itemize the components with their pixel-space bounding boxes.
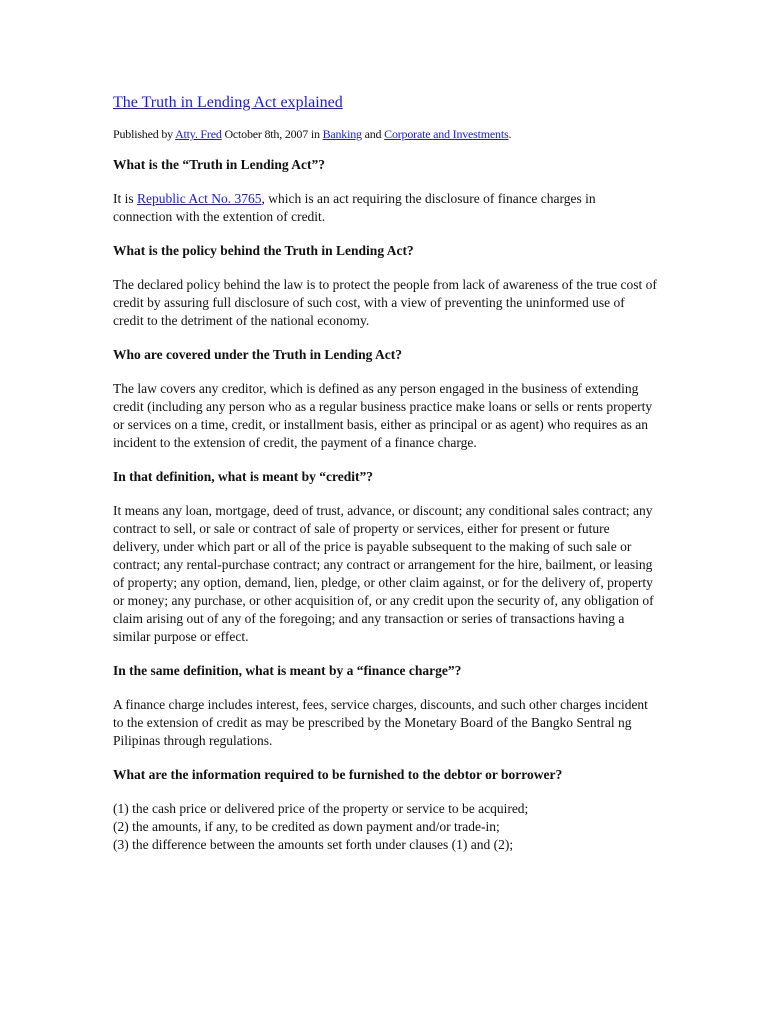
question-1: What is the “Truth in Lending Act”? <box>113 157 326 172</box>
question-5: In the same definition, what is meant by a “finance charge”? <box>113 663 462 678</box>
list-item: (1) the cash price or delivered price of the property or service to be acquired; <box>113 801 529 816</box>
question-6: What are the information required to be furnished to the debtor or borrower? <box>113 767 563 782</box>
list-item: (2) the amounts, if any, to be credited as down payment and/or trade-in; <box>113 819 500 834</box>
article-title-link[interactable]: The Truth in Lending Act explained <box>113 94 343 111</box>
answer-1-prefix: It is <box>113 191 138 206</box>
date-text: October 8th, 2007 in <box>221 127 323 141</box>
answer-1 <box>113 190 658 226</box>
answer-4: It means any loan, mortgage, deed of trust, advance, or discount; any conditional sales contract; any contract to sell, or sale or contract of sale of property or services, either for present or future delivery, under which part or all of the price is payable subsequent to the making of such sale or contract; any rental-purchase contract; any contract or arrangement for the hire, bailment, or leasing of property; any option, demand, lien, pledge, or other claim against, or for the delivery of, property or money; any purchase, or other acquisition of, or any credit upon the security of, any obligation of claim arising out of any of the foregoing; and any transaction or series of transactions having a similar purpose or effect. <box>113 503 654 644</box>
article-title[interactable] <box>113 92 658 114</box>
answer-6-list <box>113 800 658 854</box>
meta-end: . <box>508 127 512 141</box>
question-2: What is the policy behind the Truth in Lending Act? <box>113 243 414 258</box>
answer-3: The law covers any creditor, which is defined as any person engaged in the business of extending credit (including any person who as a regular business practice make loans or sells or rents property or services on a time, credit, or installment basis, either as principal or as agent) who requires as an incident to the extension of credit, the payment of a finance charge. <box>113 381 653 450</box>
and-text: and <box>361 127 385 141</box>
article <box>113 92 658 870</box>
question-3: Who are covered under the Truth in Lending Act? <box>113 347 403 362</box>
published-by-label: Published by <box>113 127 176 141</box>
republic-act-link[interactable]: Republic Act No. 3765 <box>137 191 262 206</box>
answer-5: A finance charge includes interest, fees, service charges, discounts, and such other charges incident to the extension of credit as may be prescribed by the Monetary Board of the Bangko Sentral ng Pilipinas through regulations. <box>113 697 648 748</box>
category-link-banking[interactable]: Banking <box>322 127 362 141</box>
answer-1-suffix: , which is an act requiring the disclosure of finance charges in connection with the extention of credit. <box>113 191 596 224</box>
question-4: In that definition, what is meant by “credit”? <box>113 469 374 484</box>
article-meta <box>113 126 658 142</box>
author-link[interactable]: Atty. Fred <box>175 127 222 141</box>
category-link-corporate[interactable]: Corporate and Investments <box>384 127 509 141</box>
answer-2: The declared policy behind the law is to protect the people from lack of awareness of the true cost of credit by assuring full disclosure of such cost, with a view of preventing the uninformed use of credit to the detriment of the national economy. <box>113 277 657 328</box>
list-item: (3) the difference between the amounts set forth under clauses (1) and (2); <box>113 837 514 852</box>
